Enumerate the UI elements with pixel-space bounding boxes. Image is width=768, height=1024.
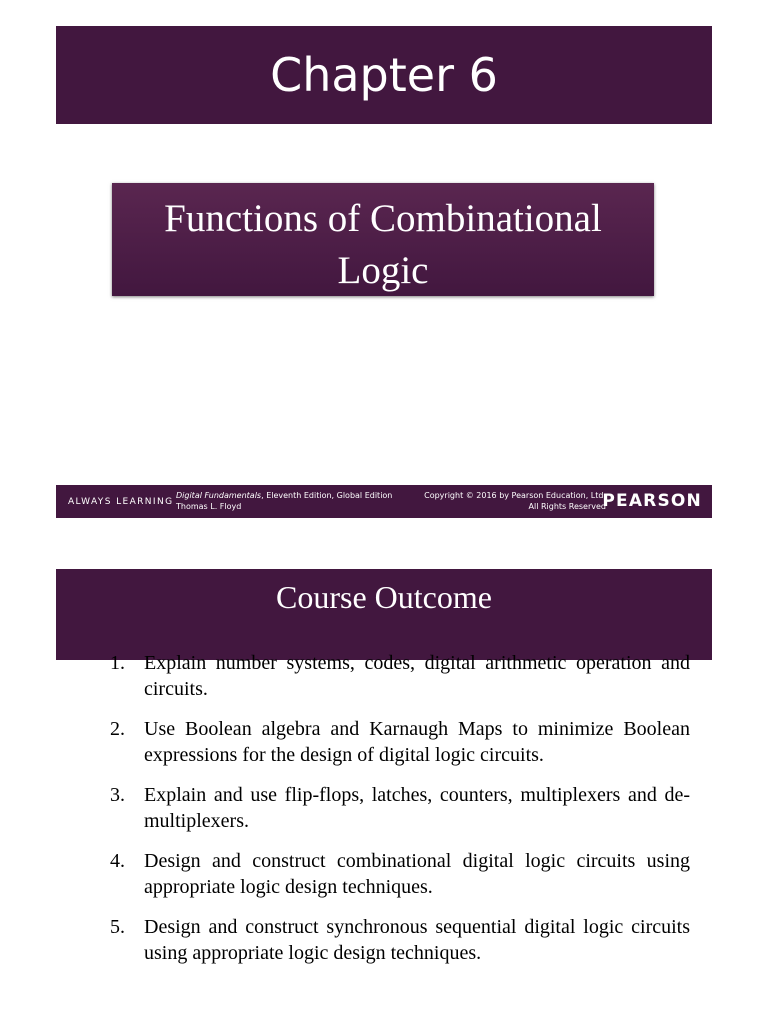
copyright-text: Copyright © 2016 by Pearson Education, Ltd. <box>424 491 606 500</box>
subtitle-line-2: Logic <box>337 249 429 292</box>
item-text: Use Boolean algebra and Karnaugh Maps to minimize Boolean expressions for the design of digital logic circuits. <box>144 718 690 766</box>
always-learning-label: ALWAYS LEARNING <box>68 497 174 507</box>
book-title: Digital Fundamentals <box>176 491 262 500</box>
list-item <box>110 782 690 834</box>
item-number: 1. <box>110 652 125 674</box>
copyright-block <box>424 490 606 512</box>
item-number: 3. <box>110 784 125 806</box>
book-info <box>176 490 392 512</box>
item-text: Design and construct combinational digital logic circuits using appropriate logic design techniques. <box>144 850 690 898</box>
pearson-logo: PEARSON <box>602 491 702 511</box>
item-number: 5. <box>110 916 125 938</box>
item-number: 2. <box>110 718 125 740</box>
rights-text: All Rights Reserved <box>528 502 606 511</box>
author: Thomas L. Floyd <box>176 502 242 511</box>
book-title-line <box>176 490 392 501</box>
list-item <box>110 650 690 702</box>
chapter-title: Chapter 6 <box>270 48 498 102</box>
subtitle-box <box>112 183 654 296</box>
chapter-banner <box>56 26 712 124</box>
subtitle-line-1: Functions of Combinational <box>164 197 602 240</box>
list-item <box>110 716 690 768</box>
course-outcome-banner <box>56 569 712 660</box>
course-outcome-title: Course Outcome <box>276 579 492 615</box>
course-outcome-list <box>110 650 690 980</box>
item-text: Design and construct synchronous sequential digital logic circuits using appropriate logic design techniques. <box>144 916 690 964</box>
item-text: Explain and use flip-flops, latches, counters, multiplexers and de-multiplexers. <box>144 784 690 832</box>
item-number: 4. <box>110 850 125 872</box>
book-edition: , Eleventh Edition, Global Edition <box>261 491 393 500</box>
footer-bar <box>56 485 712 518</box>
list-item <box>110 848 690 900</box>
list-item <box>110 914 690 966</box>
item-text: Explain number systems, codes, digital arithmetic operation and circuits. <box>144 652 690 700</box>
subtitle-text <box>120 193 646 297</box>
